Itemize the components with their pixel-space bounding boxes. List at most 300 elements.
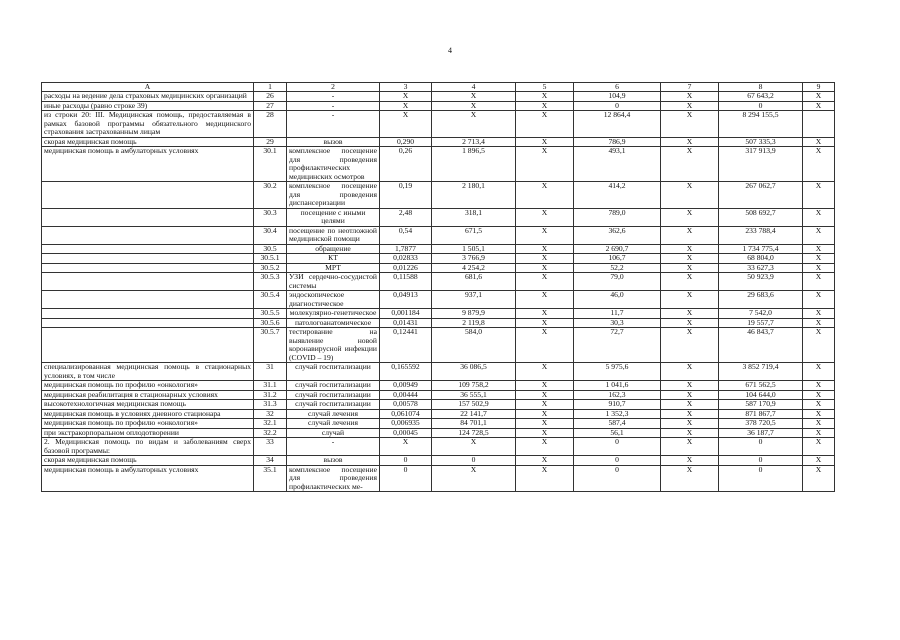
value-cell: X (661, 309, 719, 319)
row-label: высокотехнологичная медицинская помощь (42, 400, 254, 410)
value-cell: 12 864,4 (574, 111, 661, 138)
value-cell: X (661, 182, 719, 209)
value-cell: X (661, 438, 719, 456)
value-cell: 1,7877 (380, 244, 432, 254)
table-row (42, 400, 835, 410)
value-cell: 378 720,5 (719, 419, 803, 429)
row-number: 26 (254, 92, 287, 102)
row-number: 30.5.4 (254, 291, 287, 309)
column-header: 1 (254, 83, 287, 92)
value-cell: 0 (574, 456, 661, 466)
value-cell: X (803, 92, 835, 102)
table-row (42, 291, 835, 309)
value-cell: X (516, 208, 574, 226)
value-cell: 0,006935 (380, 419, 432, 429)
value-cell: X (516, 291, 574, 309)
unit-cell: - (287, 101, 380, 111)
table-body (42, 92, 835, 492)
value-cell: 84 701,1 (432, 419, 516, 429)
row-number: 31.1 (254, 381, 287, 391)
row-number: 30.5 (254, 244, 287, 254)
value-cell: 0,12441 (380, 328, 432, 363)
value-cell: X (516, 101, 574, 111)
row-number: 32.1 (254, 419, 287, 429)
value-cell: X (661, 254, 719, 264)
value-cell: X (803, 318, 835, 328)
table-row (42, 381, 835, 391)
row-number: 31.3 (254, 400, 287, 410)
value-cell: X (516, 226, 574, 244)
value-cell: X (803, 409, 835, 419)
value-cell: X (661, 456, 719, 466)
value-cell: X (516, 254, 574, 264)
table-header-row (42, 83, 835, 92)
value-cell: 0 (432, 456, 516, 466)
unit-cell: случай (287, 428, 380, 438)
unit-cell: эндоскопическое диагностическое (287, 291, 380, 309)
row-label: специализированная медицинская помощь в стационарных условиях, в том числе (42, 363, 254, 381)
value-cell: 0,00444 (380, 390, 432, 400)
value-cell: X (380, 92, 432, 102)
value-cell: X (803, 381, 835, 391)
value-cell: X (661, 147, 719, 182)
value-cell: X (516, 244, 574, 254)
column-header: 5 (516, 83, 574, 92)
value-cell: X (803, 400, 835, 410)
value-cell: 786,9 (574, 137, 661, 147)
value-cell: X (516, 273, 574, 291)
value-cell: 318,1 (432, 208, 516, 226)
value-cell: 0,00578 (380, 400, 432, 410)
page-number: 4 (448, 46, 452, 55)
row-label: медицинская помощь в амбулаторных условиях (42, 147, 254, 182)
value-cell: 50 923,9 (719, 273, 803, 291)
value-cell: 36 086,5 (432, 363, 516, 381)
value-cell: 508 692,7 (719, 208, 803, 226)
row-label (42, 273, 254, 291)
table-row (42, 428, 835, 438)
value-cell: X (803, 101, 835, 111)
value-cell: 109 758,2 (432, 381, 516, 391)
row-number: 30.5.1 (254, 254, 287, 264)
row-label: скорая медицинская помощь (42, 456, 254, 466)
table-row (42, 137, 835, 147)
value-cell: 937,1 (432, 291, 516, 309)
value-cell: 0 (574, 438, 661, 456)
value-cell: X (380, 438, 432, 456)
value-cell: 587,4 (574, 419, 661, 429)
value-cell: X (803, 291, 835, 309)
value-cell: X (432, 465, 516, 492)
row-label: медицинская помощь по профилю «онкология» (42, 381, 254, 391)
value-cell: 1 734 775,4 (719, 244, 803, 254)
value-cell: 1 505,1 (432, 244, 516, 254)
value-cell: X (516, 381, 574, 391)
value-cell: 2,48 (380, 208, 432, 226)
value-cell: 414,2 (574, 182, 661, 209)
value-cell: X (661, 381, 719, 391)
value-cell: 0,26 (380, 147, 432, 182)
row-label (42, 309, 254, 319)
row-label: медицинская помощь по профилю «онкология» (42, 419, 254, 429)
unit-cell: вызов (287, 137, 380, 147)
unit-cell: - (287, 92, 380, 102)
value-cell: 30,3 (574, 318, 661, 328)
row-number: 30.5.2 (254, 263, 287, 273)
value-cell: 0,001184 (380, 309, 432, 319)
value-cell: 36 555,1 (432, 390, 516, 400)
value-cell: X (661, 328, 719, 363)
unit-cell: - (287, 111, 380, 138)
value-cell: 46,0 (574, 291, 661, 309)
value-cell: X (432, 111, 516, 138)
value-cell: 0 (380, 456, 432, 466)
value-cell: 72,7 (574, 328, 661, 363)
value-cell: X (803, 309, 835, 319)
value-cell: X (661, 400, 719, 410)
value-cell: 2 180,1 (432, 182, 516, 209)
value-cell: X (803, 147, 835, 182)
value-cell: 33 627,3 (719, 263, 803, 273)
value-cell: 671 562,5 (719, 381, 803, 391)
table-row (42, 263, 835, 273)
value-cell: 789,0 (574, 208, 661, 226)
value-cell: 7 542,0 (719, 309, 803, 319)
row-label: медицинская помощь в амбулаторных условиях (42, 465, 254, 492)
row-number: 30.1 (254, 147, 287, 182)
unit-cell: случай лечения (287, 419, 380, 429)
table-row (42, 465, 835, 492)
row-label (42, 328, 254, 363)
table-row (42, 363, 835, 381)
value-cell: X (803, 328, 835, 363)
row-label: иные расходы (равно строке 39) (42, 101, 254, 111)
value-cell: 2 119,8 (432, 318, 516, 328)
value-cell: X (432, 92, 516, 102)
value-cell: 507 335,3 (719, 137, 803, 147)
value-cell: 0 (719, 456, 803, 466)
row-label: расходы на ведение дела страховых медицинских организаций (42, 92, 254, 102)
column-header: 4 (432, 83, 516, 92)
table-row (42, 147, 835, 182)
table-row (42, 226, 835, 244)
unit-cell: случай госпитализации (287, 390, 380, 400)
row-number: 30.5.6 (254, 318, 287, 328)
value-cell: X (803, 208, 835, 226)
value-cell: 8 294 155,5 (719, 111, 803, 138)
value-cell: 1 896,5 (432, 147, 516, 182)
row-label: при экстракорпоральном оплодотворении (42, 428, 254, 438)
value-cell: 124 728,5 (432, 428, 516, 438)
unit-cell: случай госпитализации (287, 400, 380, 410)
value-cell: X (516, 409, 574, 419)
value-cell: 0 (574, 465, 661, 492)
value-cell: 0,01226 (380, 263, 432, 273)
row-number: 30.5.3 (254, 273, 287, 291)
row-label (42, 263, 254, 273)
table-row (42, 182, 835, 209)
value-cell: 362,6 (574, 226, 661, 244)
unit-cell: КТ (287, 254, 380, 264)
value-cell: 1 352,3 (574, 409, 661, 419)
value-cell: X (803, 273, 835, 291)
value-cell: 267 062,7 (719, 182, 803, 209)
value-cell: 671,5 (432, 226, 516, 244)
value-cell: 871 867,7 (719, 409, 803, 419)
value-cell: 2 690,7 (574, 244, 661, 254)
row-number: 29 (254, 137, 287, 147)
value-cell: 9 879,9 (432, 309, 516, 319)
table-row (42, 438, 835, 456)
table-row (42, 92, 835, 102)
value-cell: X (803, 182, 835, 209)
value-cell: X (803, 254, 835, 264)
row-label (42, 254, 254, 264)
value-cell: X (516, 456, 574, 466)
value-cell: 0 (380, 465, 432, 492)
column-header: 7 (661, 83, 719, 92)
value-cell: 104,9 (574, 92, 661, 102)
row-label (42, 318, 254, 328)
value-cell: X (380, 101, 432, 111)
value-cell: X (516, 309, 574, 319)
row-number: 32.2 (254, 428, 287, 438)
row-number: 30.5.7 (254, 328, 287, 363)
row-label (42, 182, 254, 209)
table-row (42, 111, 835, 138)
row-label: медицинская помощь в условиях дневного стационара (42, 409, 254, 419)
table-row (42, 273, 835, 291)
table-row (42, 419, 835, 429)
value-cell: 46 843,7 (719, 328, 803, 363)
value-cell: 11,7 (574, 309, 661, 319)
value-cell: 4 254,2 (432, 263, 516, 273)
value-cell: X (661, 263, 719, 273)
value-cell: X (661, 244, 719, 254)
value-cell: 0,19 (380, 182, 432, 209)
column-header: 3 (380, 83, 432, 92)
value-cell: X (661, 111, 719, 138)
value-cell: 79,0 (574, 273, 661, 291)
row-label (42, 208, 254, 226)
row-label: скорая медицинская помощь (42, 137, 254, 147)
table-row (42, 390, 835, 400)
value-cell: X (516, 318, 574, 328)
table-row (42, 309, 835, 319)
financing-table (41, 82, 835, 492)
column-header: 2 (287, 83, 380, 92)
value-cell: X (661, 208, 719, 226)
column-header: 6 (574, 83, 661, 92)
column-header: 8 (719, 83, 803, 92)
value-cell: 681,6 (432, 273, 516, 291)
table-row (42, 409, 835, 419)
unit-cell: посещение с иными целями (287, 208, 380, 226)
value-cell: 910,7 (574, 400, 661, 410)
value-cell: X (516, 111, 574, 138)
value-cell: X (661, 428, 719, 438)
table-row (42, 328, 835, 363)
value-cell: 0 (719, 438, 803, 456)
value-cell: X (803, 226, 835, 244)
value-cell: X (516, 428, 574, 438)
value-cell: X (516, 263, 574, 273)
value-cell: X (432, 438, 516, 456)
value-cell: 1 041,6 (574, 381, 661, 391)
value-cell: 3 852 719,4 (719, 363, 803, 381)
row-number: 30.3 (254, 208, 287, 226)
value-cell: X (661, 390, 719, 400)
table-row (42, 318, 835, 328)
value-cell: 162,3 (574, 390, 661, 400)
unit-cell: - (287, 438, 380, 456)
value-cell: 0,290 (380, 137, 432, 147)
value-cell: X (803, 137, 835, 147)
unit-cell: случай лечения (287, 409, 380, 419)
value-cell: 233 788,4 (719, 226, 803, 244)
value-cell: 106,7 (574, 254, 661, 264)
value-cell: X (516, 92, 574, 102)
value-cell: X (803, 419, 835, 429)
value-cell: X (661, 137, 719, 147)
value-cell: X (803, 456, 835, 466)
row-number: 33 (254, 438, 287, 456)
value-cell: 0,01431 (380, 318, 432, 328)
row-number: 27 (254, 101, 287, 111)
value-cell: X (661, 92, 719, 102)
unit-cell: вызов (287, 456, 380, 466)
unit-cell: обращение (287, 244, 380, 254)
unit-cell: патологоанатомическое (287, 318, 380, 328)
value-cell: X (516, 465, 574, 492)
row-number: 35.1 (254, 465, 287, 492)
row-number: 31.2 (254, 390, 287, 400)
table-row (42, 101, 835, 111)
row-number: 30.4 (254, 226, 287, 244)
value-cell: 36 187,7 (719, 428, 803, 438)
row-number: 30.2 (254, 182, 287, 209)
value-cell: X (661, 419, 719, 429)
value-cell: 0,02833 (380, 254, 432, 264)
column-header: A (42, 83, 254, 92)
value-cell: 0,54 (380, 226, 432, 244)
row-label (42, 226, 254, 244)
value-cell: 56,1 (574, 428, 661, 438)
value-cell: X (803, 390, 835, 400)
value-cell (803, 111, 835, 138)
row-label (42, 244, 254, 254)
value-cell: 5 975,6 (574, 363, 661, 381)
value-cell: X (516, 137, 574, 147)
value-cell: 157 502,9 (432, 400, 516, 410)
unit-cell: случай госпитализации (287, 363, 380, 381)
value-cell: 22 141,7 (432, 409, 516, 419)
unit-cell: молекулярно-генетическое (287, 309, 380, 319)
unit-cell: случай госпитализации (287, 381, 380, 391)
column-header: 9 (803, 83, 835, 92)
unit-cell: комплексное посещение для проведения диспансеризации (287, 182, 380, 209)
value-cell: 0,04913 (380, 291, 432, 309)
value-cell: 19 557,7 (719, 318, 803, 328)
value-cell: 68 804,0 (719, 254, 803, 264)
value-cell: 0 (719, 101, 803, 111)
value-cell: 0,00045 (380, 428, 432, 438)
value-cell: X (661, 273, 719, 291)
value-cell: X (803, 428, 835, 438)
unit-cell: УЗИ сердечно-сосудистой системы (287, 273, 380, 291)
value-cell: X (516, 438, 574, 456)
value-cell: 0,11588 (380, 273, 432, 291)
value-cell: X (661, 101, 719, 111)
value-cell: X (516, 400, 574, 410)
value-cell: 587 170,9 (719, 400, 803, 410)
value-cell: 3 766,9 (432, 254, 516, 264)
value-cell: X (661, 291, 719, 309)
value-cell: 29 683,6 (719, 291, 803, 309)
value-cell: X (803, 363, 835, 381)
row-number: 34 (254, 456, 287, 466)
table-row (42, 208, 835, 226)
row-number: 28 (254, 111, 287, 138)
value-cell: X (516, 419, 574, 429)
value-cell: 493,1 (574, 147, 661, 182)
unit-cell: комплексное посещение для проведения профилактических ме- (287, 465, 380, 492)
value-cell: 52,2 (574, 263, 661, 273)
value-cell: X (516, 182, 574, 209)
value-cell: X (432, 101, 516, 111)
row-number: 30.5.5 (254, 309, 287, 319)
table-row (42, 456, 835, 466)
value-cell: X (661, 226, 719, 244)
row-label: 2. Медицинская помощь по видам и заболеваниям сверх базовой программы: (42, 438, 254, 456)
value-cell: X (803, 244, 835, 254)
value-cell: 2 713,4 (432, 137, 516, 147)
value-cell: 584,0 (432, 328, 516, 363)
value-cell: X (516, 390, 574, 400)
value-cell: 104 644,0 (719, 390, 803, 400)
value-cell: 0 (719, 465, 803, 492)
row-label: медицинская реабилитация в стационарных условиях (42, 390, 254, 400)
unit-cell: комплексное посещение для проведения профилактических медицинских осмотров (287, 147, 380, 182)
value-cell: X (661, 409, 719, 419)
value-cell: X (803, 438, 835, 456)
value-cell: X (380, 111, 432, 138)
row-number: 32 (254, 409, 287, 419)
value-cell: 317 913,9 (719, 147, 803, 182)
table-row (42, 244, 835, 254)
row-label (42, 291, 254, 309)
unit-cell: МРТ (287, 263, 380, 273)
value-cell: X (516, 328, 574, 363)
unit-cell: посещение по неотложной медицинской помощи (287, 226, 380, 244)
value-cell: 0,165592 (380, 363, 432, 381)
unit-cell: тестирование на выявление новой коронавирусной инфекции (COVID – 19) (287, 328, 380, 363)
table-row (42, 254, 835, 264)
value-cell: X (516, 147, 574, 182)
value-cell: X (661, 318, 719, 328)
value-cell: 67 643,2 (719, 92, 803, 102)
value-cell: X (661, 465, 719, 492)
row-number: 31 (254, 363, 287, 381)
value-cell: 0,00949 (380, 381, 432, 391)
row-label: из строки 20: III. Медицинская помощь, предоставляемая в рамках базовой программы обязательного медицинского страхования застрахованным лицам (42, 111, 254, 138)
value-cell: X (803, 465, 835, 492)
value-cell: X (661, 363, 719, 381)
value-cell: 0 (574, 101, 661, 111)
value-cell: 0,061074 (380, 409, 432, 419)
value-cell: X (516, 363, 574, 381)
value-cell: X (803, 263, 835, 273)
